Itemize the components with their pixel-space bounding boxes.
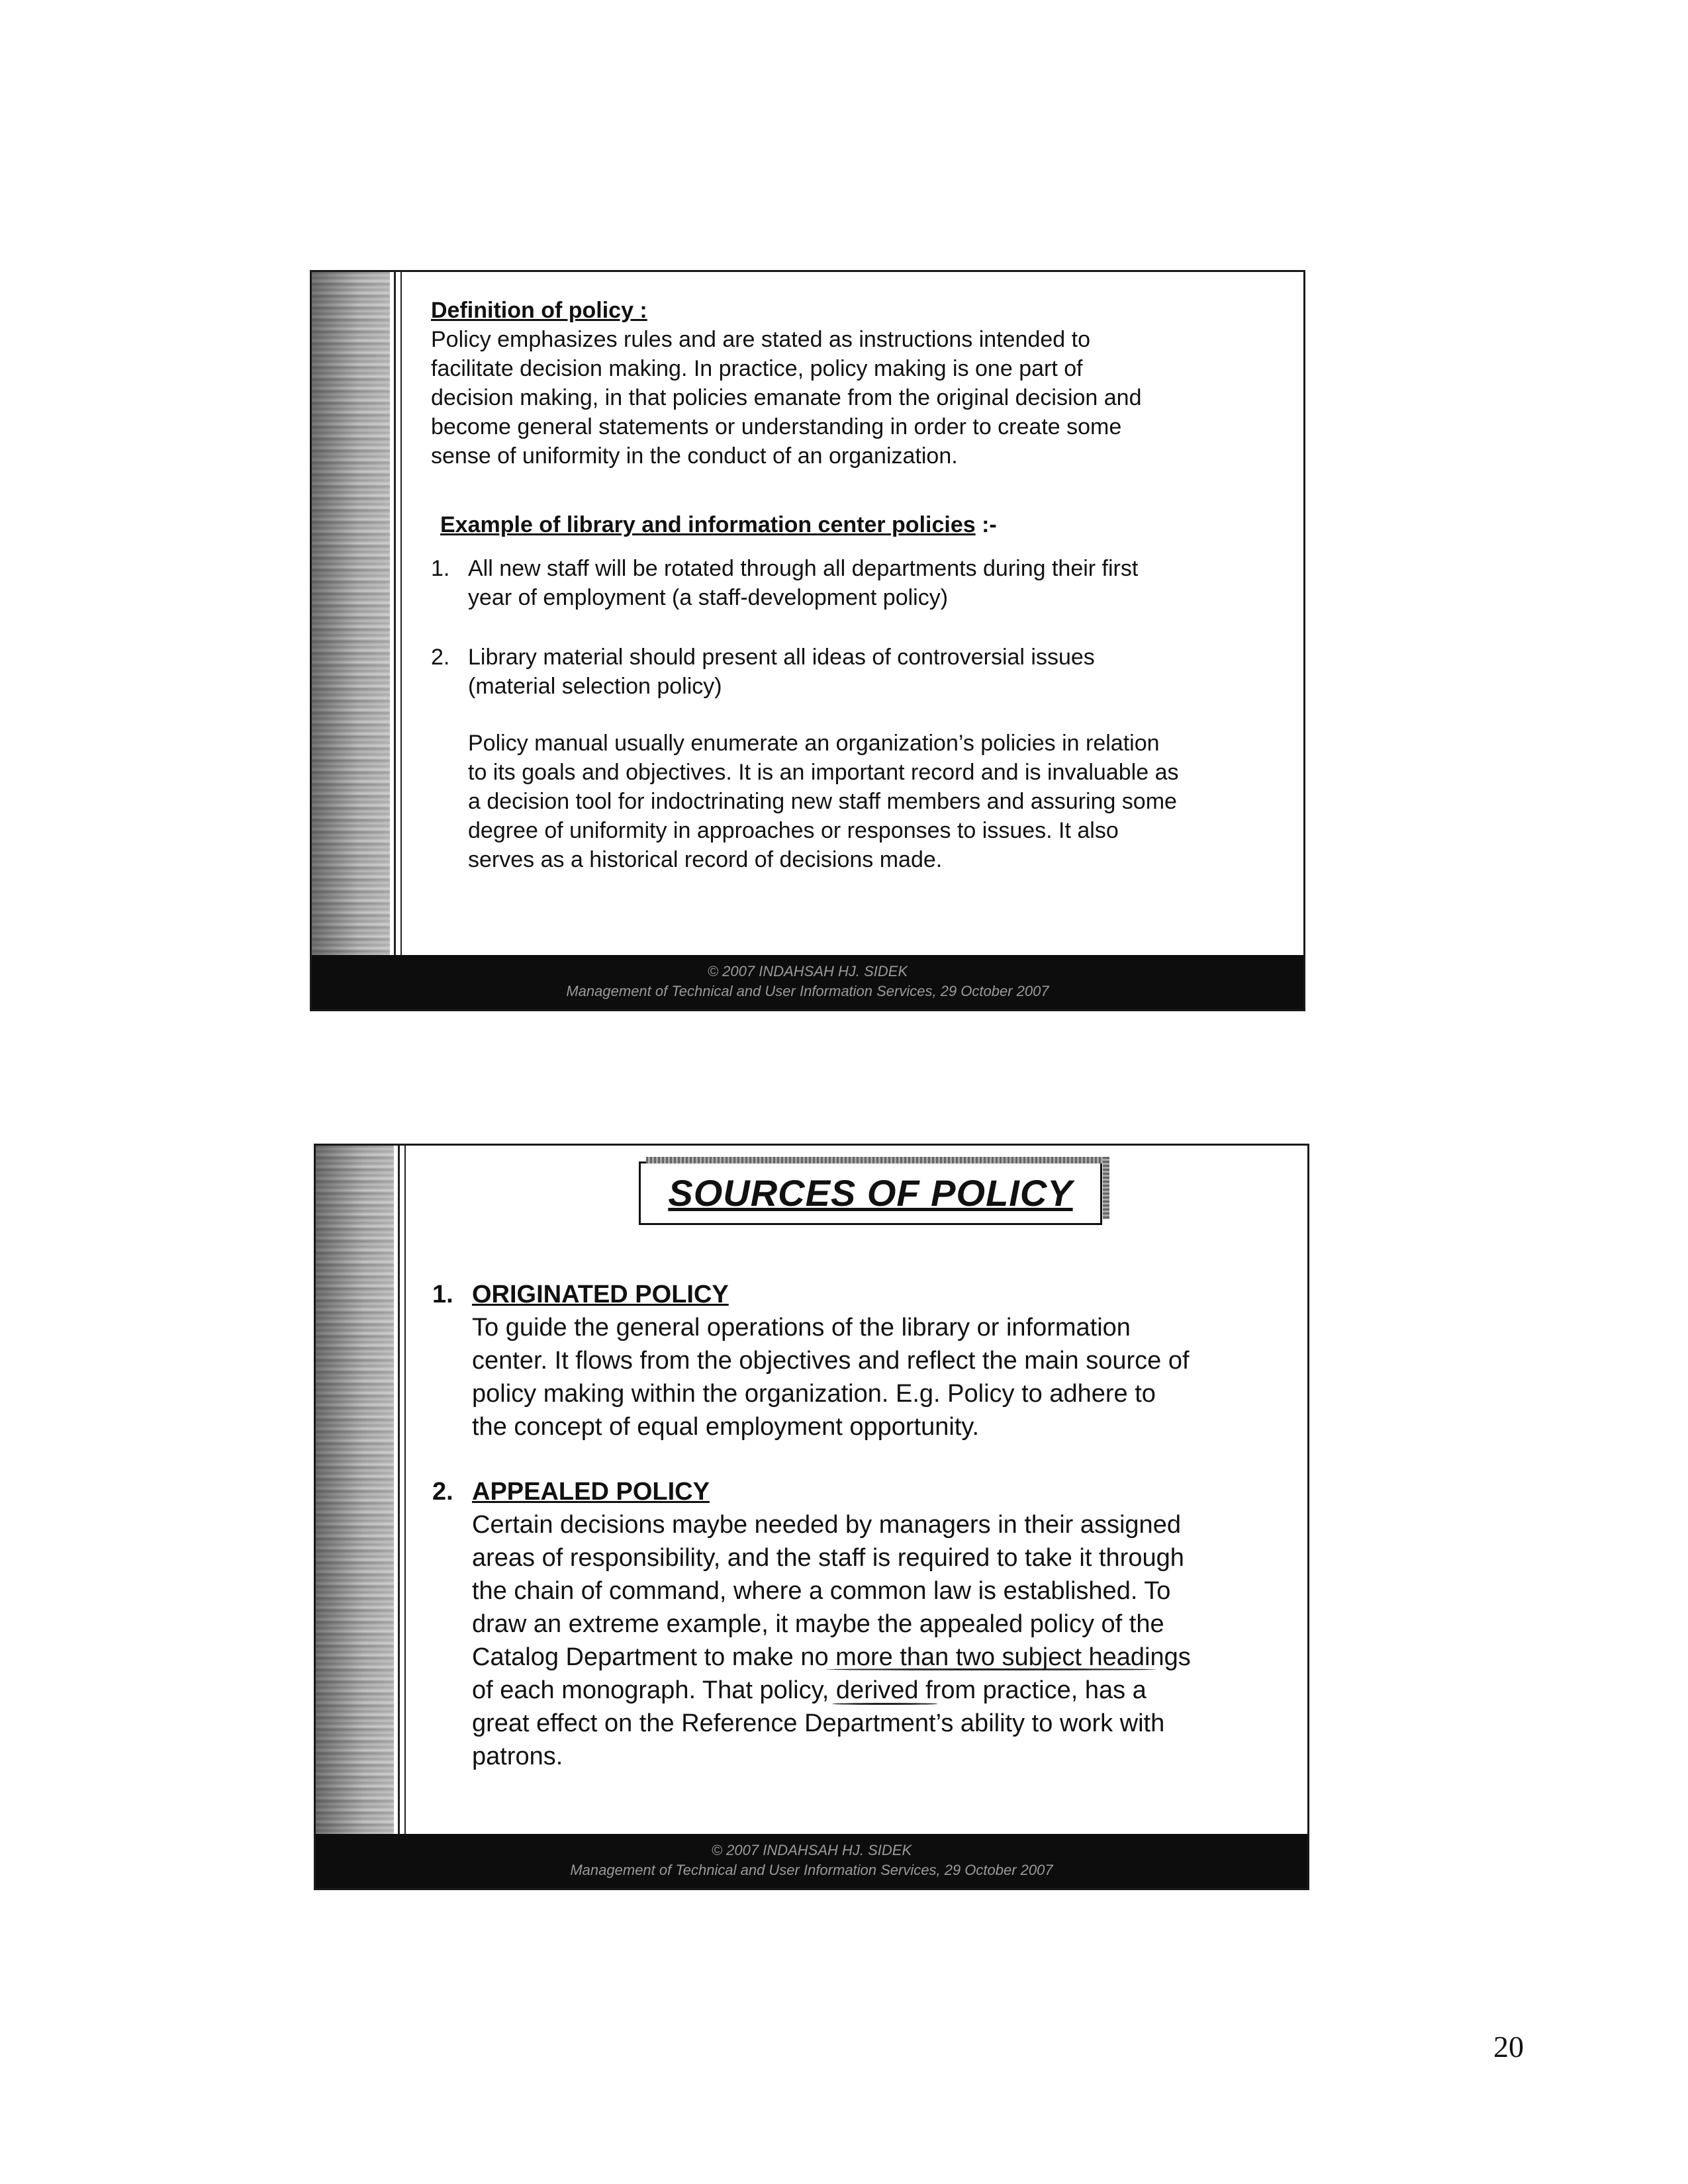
list-item-line: patrons. xyxy=(472,1743,563,1770)
footer-copyright: © 2007 INDAHSAH HJ. SIDEK xyxy=(711,1842,912,1858)
page-number: 20 xyxy=(1493,2030,1524,2064)
list-item xyxy=(432,1278,1274,1443)
list-item-line: policy making within the organization. E.g. Policy to adhere to xyxy=(472,1380,1156,1408)
list-item-line: great effect on the Reference Department’s ability to work with xyxy=(472,1709,1165,1737)
manual-line: a decision tool for indoctrinating new staff members and assuring some xyxy=(468,789,1177,814)
policy-manual-paragraph xyxy=(431,729,1270,874)
list-item-line: (material selection policy) xyxy=(468,674,722,699)
definition-line: become general statements or understanding in order to create some xyxy=(431,414,1122,439)
slide-sidebar-texture xyxy=(316,1146,394,1834)
slide-footer xyxy=(312,955,1303,1009)
list-item xyxy=(432,1475,1274,1773)
list-item-line: the chain of command, where a common law is established. To xyxy=(472,1577,1171,1605)
footer-copyright: © 2007 INDAHSAH HJ. SIDEK xyxy=(707,963,908,979)
list-item-heading: APPEALED POLICY xyxy=(472,1478,710,1506)
handwritten-underline xyxy=(832,1703,938,1705)
list-item-line: Certain decisions maybe needed by managers in their assigned xyxy=(472,1511,1181,1539)
definition-line: decision making, in that policies emanate from the original decision and xyxy=(431,385,1142,410)
list-item-line: areas of responsibility, and the staff is required to take it through xyxy=(472,1544,1184,1572)
slide-sources-of-policy xyxy=(314,1144,1309,1890)
sidebar-rule xyxy=(394,272,396,955)
example-list xyxy=(431,554,1270,701)
list-item-line: Catalog Department to make no more than two subject headings xyxy=(472,1643,1191,1671)
list-item-line: All new staff will be rotated through all departments during their first xyxy=(468,556,1139,581)
slide1-content xyxy=(431,296,1270,874)
slide-title-box xyxy=(639,1161,1102,1225)
slide-sidebar-texture xyxy=(312,272,390,955)
slide-footer xyxy=(316,1834,1307,1888)
list-item-line: the concept of equal employment opportunity. xyxy=(472,1413,980,1441)
list-item xyxy=(431,643,1270,701)
list-number: 2. xyxy=(431,645,450,670)
list-item-line: of each monograph. That policy, derived from practice, has a xyxy=(472,1676,1147,1704)
slide2-content xyxy=(432,1278,1274,1773)
sidebar-rule xyxy=(398,1146,400,1834)
sidebar-rule-thin xyxy=(400,272,402,955)
handwritten-underline xyxy=(825,1668,1156,1670)
manual-line: serves as a historical record of decisions made. xyxy=(468,847,943,872)
list-item-line: Library material should present all ideas of controversial issues xyxy=(468,645,1095,670)
footer-course: Management of Technical and User Information Services, 29 October 2007 xyxy=(570,1862,1053,1878)
list-item-line: year of employment (a staff-development policy) xyxy=(468,585,949,610)
list-item-line: To guide the general operations of the library or information xyxy=(472,1314,1131,1342)
footer-course: Management of Technical and User Information Services, 29 October 2007 xyxy=(566,983,1049,999)
definition-line: Policy emphasizes rules and are stated as instructions intended to xyxy=(431,327,1090,352)
example-heading-suffix: :- xyxy=(975,512,997,537)
list-number: 1. xyxy=(432,1281,453,1308)
list-item xyxy=(431,554,1270,612)
example-heading: Example of library and information center policies xyxy=(440,512,976,537)
list-number: 1. xyxy=(431,556,450,581)
list-item-line: draw an extreme example, it maybe the appealed policy of the xyxy=(472,1610,1164,1638)
manual-line: to its goals and objectives. It is an important record and is invaluable as xyxy=(468,760,1179,785)
manual-line: degree of uniformity in approaches or responses to issues. It also xyxy=(468,818,1119,843)
list-item-line: center. It flows from the objectives and reflect the main source of xyxy=(472,1347,1190,1375)
example-heading-row xyxy=(431,510,1270,539)
list-number: 2. xyxy=(432,1478,453,1506)
slide-title: SOURCES OF POLICY xyxy=(668,1172,1073,1214)
manual-line: Policy manual usually enumerate an organization’s policies in relation xyxy=(468,731,1160,756)
slide-definition-of-policy xyxy=(310,270,1305,1011)
definition-heading: Definition of policy : xyxy=(431,298,647,323)
definition-line: sense of uniformity in the conduct of an organization. xyxy=(431,443,958,469)
definition-line: facilitate decision making. In practice, policy making is one part of xyxy=(431,356,1083,381)
list-item-heading: ORIGINATED POLICY xyxy=(472,1281,729,1308)
sidebar-rule-thin xyxy=(404,1146,406,1834)
